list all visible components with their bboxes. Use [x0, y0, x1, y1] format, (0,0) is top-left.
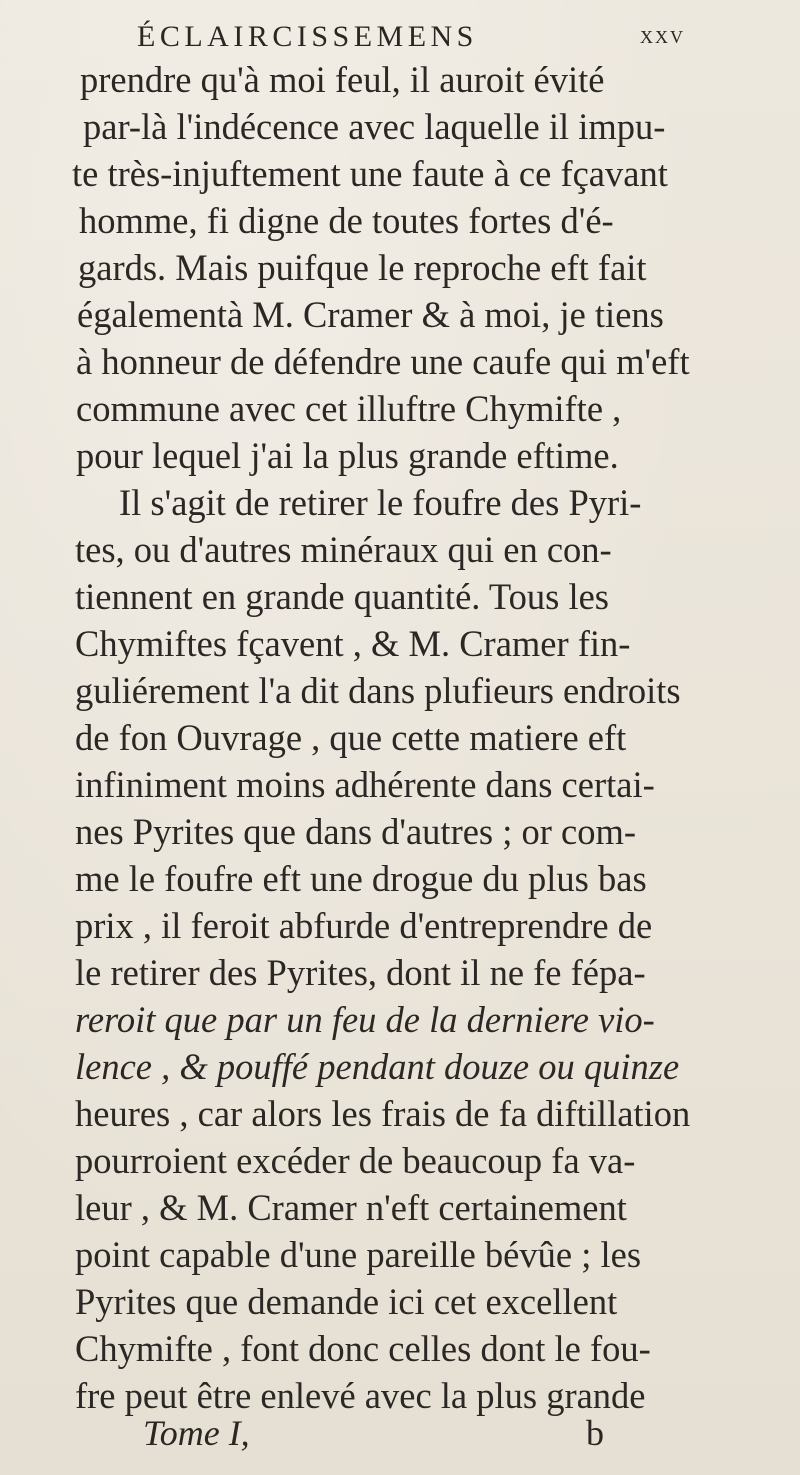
text-line: prix , il feroit abfurde d'entreprendre de: [75, 905, 653, 946]
text-line: infiniment moins adhérente dans certai-: [75, 764, 655, 805]
text-line: guliérement l'a dit dans plufieurs endroits: [75, 670, 681, 711]
text-line: de fon Ouvrage , que cette matiere eft: [75, 717, 627, 758]
running-head: ÉCLAIRCISSEMENS: [137, 20, 478, 53]
text-line: Chymifte , font donc celles dont le fou-: [75, 1328, 651, 1369]
text-line: point capable d'une pareille bévûe ; les: [75, 1234, 642, 1275]
text-line: le retirer des Pyrites, dont il ne fe fépa-: [75, 952, 646, 993]
text-line: reroit que par un feu de la derniere vio-: [75, 999, 655, 1040]
text-line: par-là l'indécence avec laquelle il impu-: [83, 106, 666, 147]
text-line: lence , & pouffé pendant douze ou quinze: [75, 1046, 680, 1087]
text-line: gards. Mais puifque le reproche eft fait: [78, 247, 647, 288]
text-line: prendre qu'à moi feul, il auroit évité: [80, 59, 605, 100]
text-line: tiennent en grande quantité. Tous les: [75, 576, 609, 617]
text-line: homme, fi digne de toutes fortes d'é-: [79, 200, 614, 241]
text-line: Pyrites que demande ici cet excellent: [75, 1281, 618, 1322]
text-line: me le foufre eft une drogue du plus bas: [75, 858, 647, 899]
text-line: égalementà M. Cramer & à moi, je tiens: [77, 294, 664, 335]
text-line: pour lequel j'ai la plus grande eftime.: [76, 435, 619, 476]
text-line: leur , & M. Cramer n'eft certainement: [75, 1187, 627, 1228]
text-line: fre peut être enlevé avec la plus grande: [75, 1375, 646, 1416]
text-line: tes, ou d'autres minéraux qui en con-: [75, 529, 612, 570]
text-line: pourroient excéder de beaucoup fa va-: [75, 1140, 636, 1181]
page-footer: [0, 1412, 800, 1462]
page-header: [0, 20, 800, 60]
signature-mark: b: [586, 1413, 604, 1453]
text-line: te très-injuftement une faute à ce fçavant: [72, 153, 668, 194]
signature-tome: Tome I,: [143, 1413, 250, 1453]
text-line: Il s'agit de retirer le foufre des Pyri-: [119, 482, 642, 523]
text-line: heures , car alors les frais de fa diftillation: [75, 1093, 691, 1134]
text-line: Chymiftes fçavent , & M. Cramer fin-: [75, 623, 631, 664]
page-number: xxv: [640, 20, 685, 49]
text-line: commune avec cet illuftre Chymifte ,: [76, 388, 622, 429]
text-line: à honneur de défendre une caufe qui m'eft: [76, 341, 690, 382]
text-line: nes Pyrites que dans d'autres ; or com-: [75, 811, 637, 852]
